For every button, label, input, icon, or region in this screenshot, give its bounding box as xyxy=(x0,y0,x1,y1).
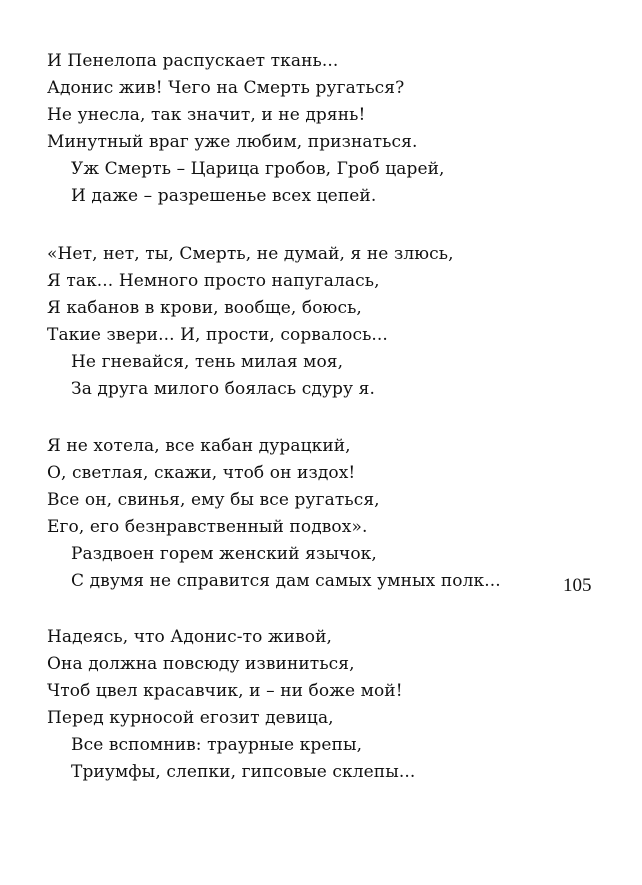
poem-line: С двумя не справится дам самых умных полк... xyxy=(71,571,501,591)
poem-line: И даже – разрешенье всех цепей. xyxy=(71,186,377,206)
poem-line: О, светлая, скажи, чтоб он издох! xyxy=(47,463,356,483)
poem-line: Я не хотела, все кабан дурацкий, xyxy=(47,436,351,456)
poem-line: Я так... Немного просто напугалась, xyxy=(47,271,380,291)
poem-line: Адонис жив! Чего на Смерть ругаться? xyxy=(47,78,405,98)
poem-line: Чтоб цвел красавчик, и – ни боже мой! xyxy=(47,681,403,701)
stanza-2 xyxy=(47,241,607,403)
poem-line: «Нет, нет, ты, Смерть, не думай, я не злюсь, xyxy=(47,244,454,264)
poem-line: Минутный враг уже любим, признаться. xyxy=(47,132,418,152)
line-number: 105 xyxy=(563,575,592,596)
stanza-3 xyxy=(47,433,607,595)
poem-line: Все вспомнив: траурные крепы, xyxy=(71,735,363,755)
stanza-1 xyxy=(47,48,607,210)
poem-line: Такие звери... И, прости, сорвалось... xyxy=(47,325,388,345)
poem-line: Его, его безнравственный подвох». xyxy=(47,517,368,537)
poem-line: И Пенелопа распускает ткань... xyxy=(47,51,339,71)
poem-line: Не гневайся, тень милая моя, xyxy=(71,352,344,372)
poem-line: Она должна повсюду извиниться, xyxy=(47,654,355,674)
poem-line: За друга милого боялась сдуру я. xyxy=(71,379,375,399)
poem-line: Перед курносой егозит девица, xyxy=(47,708,334,728)
poem-line: Раздвоен горем женский язычок, xyxy=(71,544,377,564)
poem-line: Все он, свинья, ему бы все ругаться, xyxy=(47,490,380,510)
stanza-4 xyxy=(47,624,607,786)
poem-line: Уж Смерть – Царица гробов, Гроб царей, xyxy=(71,159,445,179)
poem-line: Не унесла, так значит, и не дрянь! xyxy=(47,105,366,125)
poem-line: Триумфы, слепки, гипсовые склепы... xyxy=(71,762,416,782)
poem-line: Надеясь, что Адонис-то живой, xyxy=(47,627,333,647)
poem-line: Я кабанов в крови, вообще, боюсь, xyxy=(47,298,362,318)
